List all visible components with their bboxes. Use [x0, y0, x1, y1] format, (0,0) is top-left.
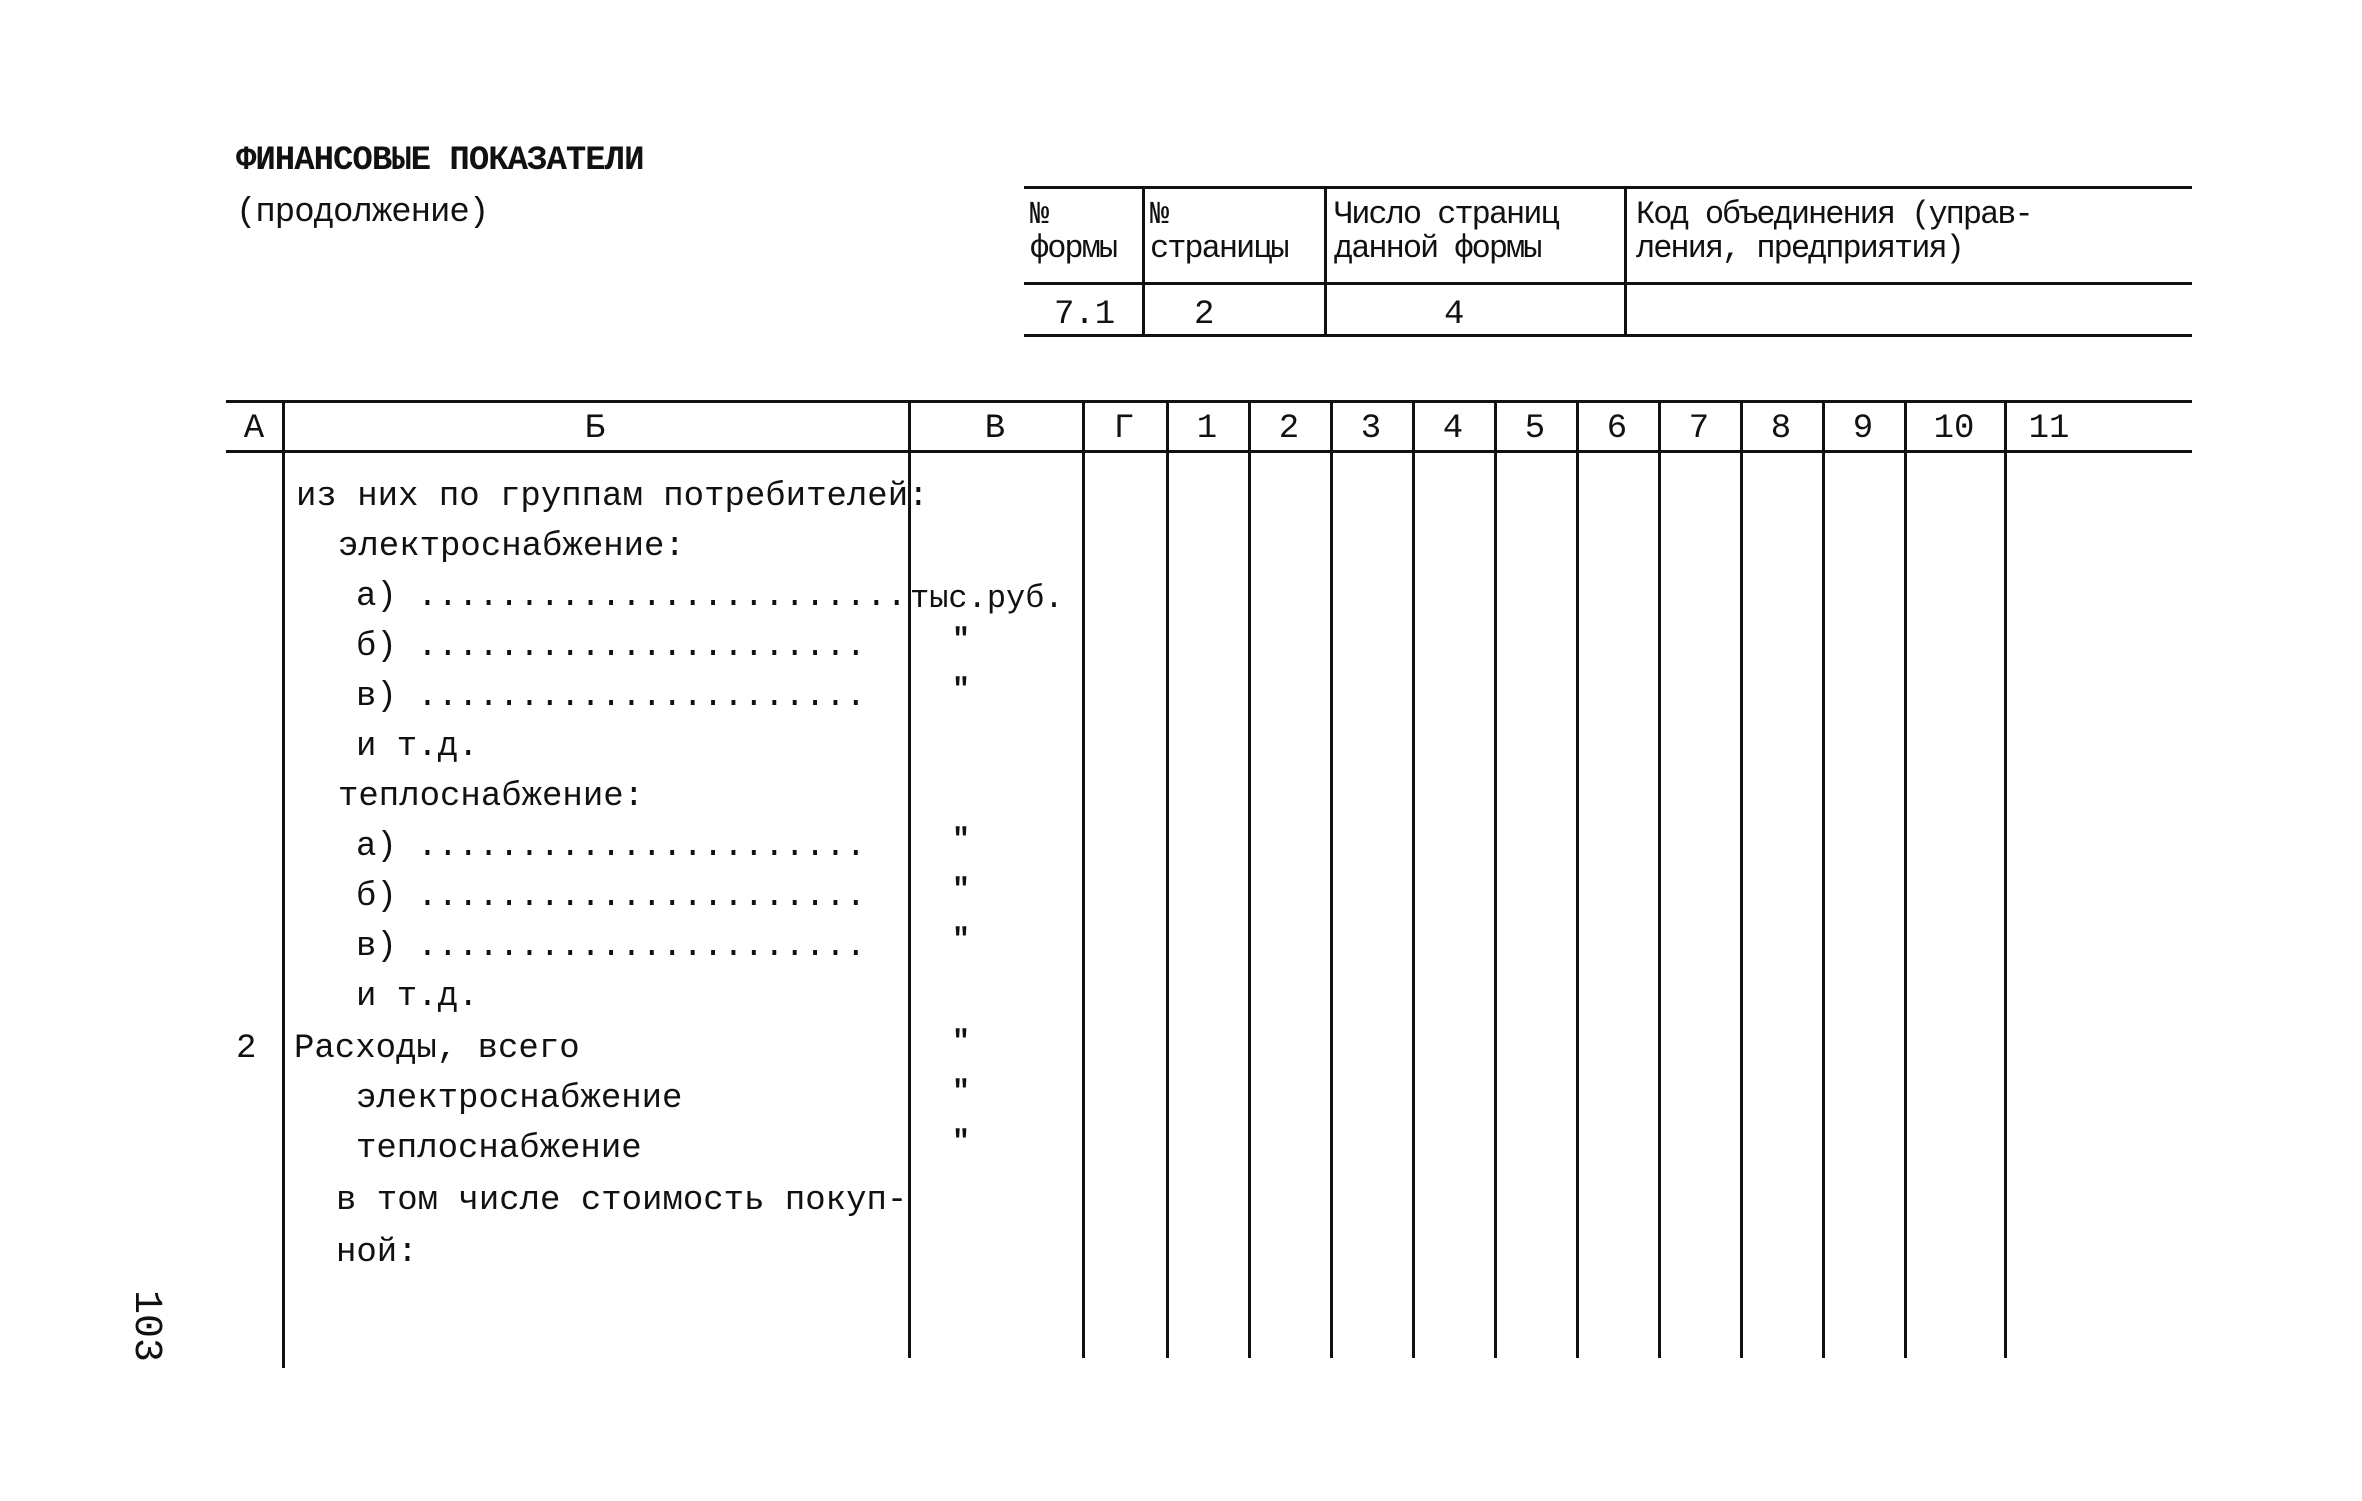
- page-title: ФИНАНСОВЫЕ ПОКАЗАТЕЛИ: [236, 142, 644, 180]
- info-top-rule: [1024, 186, 2192, 189]
- table-row: а) ........................: [356, 578, 907, 616]
- table-row: в) ......................: [356, 928, 867, 966]
- col-header-3: 3: [1360, 410, 1382, 448]
- info-header-page-count: Число страниц данной формы: [1334, 196, 1558, 267]
- table-row: и т.д.: [356, 728, 479, 766]
- row-unit-ditto: ": [952, 824, 971, 858]
- col-line: [1082, 400, 1085, 1358]
- info-header-org-code: Код объединения (управ- ления, предприятия): [1636, 196, 2032, 267]
- table-header-rule: [226, 450, 2192, 453]
- col-line: [1822, 400, 1825, 1358]
- form-number-value: 7.1: [1054, 296, 1116, 334]
- col-line: [2004, 400, 2007, 1358]
- row-unit-ditto: ": [952, 1026, 971, 1060]
- row-unit: тыс.руб.: [910, 580, 1064, 617]
- col-header-b: Б: [584, 410, 606, 448]
- row-unit-ditto: ": [952, 1076, 971, 1110]
- table-top-rule: [226, 400, 2192, 403]
- page-number-value: 2: [1194, 296, 1215, 334]
- info-bottom-rule: [1024, 334, 2192, 337]
- col-header-a: А: [243, 410, 265, 448]
- col-line: [282, 400, 285, 1368]
- table-row: в) ......................: [356, 678, 867, 716]
- col-line: [1412, 400, 1415, 1358]
- col-line: [908, 400, 911, 1358]
- table-row: Расходы, всего: [294, 1030, 580, 1068]
- table-row: теплоснабжение: [356, 1130, 642, 1168]
- row-unit-ditto: ": [952, 874, 971, 908]
- col-header-10: 10: [1933, 410, 1975, 448]
- col-line: [1576, 400, 1579, 1358]
- col-line: [1740, 400, 1743, 1358]
- col-header-g: Г: [1113, 410, 1135, 448]
- row-unit-ditto: ": [952, 924, 971, 958]
- row-unit-ditto: ": [952, 1126, 971, 1160]
- col-line: [1166, 400, 1169, 1358]
- col-header-2: 2: [1278, 410, 1300, 448]
- col-header-4: 4: [1442, 410, 1464, 448]
- col-line: [1330, 400, 1333, 1358]
- table-row: б) ......................: [356, 628, 867, 666]
- table-row: в том числе стоимость покуп-: [336, 1182, 908, 1220]
- table-row: а) ......................: [356, 828, 867, 866]
- table-row: ной:: [336, 1234, 418, 1272]
- form-info-table: [1024, 186, 2192, 336]
- table-row: из них по группам потребителей:: [296, 478, 929, 516]
- col-header-7: 7: [1688, 410, 1710, 448]
- col-header-5: 5: [1524, 410, 1546, 448]
- row-unit-ditto: ": [952, 624, 971, 658]
- row-number: 2: [236, 1030, 257, 1068]
- page-number: 103: [123, 1290, 168, 1363]
- col-header-1: 1: [1196, 410, 1218, 448]
- table-row: электроснабжение:: [338, 528, 685, 566]
- col-line: [1494, 400, 1497, 1358]
- info-header-page-no: № страницы: [1150, 196, 1288, 267]
- info-mid-rule: [1024, 282, 2192, 285]
- table-row: теплоснабжение:: [338, 778, 645, 816]
- col-header-11: 11: [2028, 410, 2070, 448]
- info-col-divider: [1142, 186, 1145, 336]
- col-line: [1658, 400, 1661, 1358]
- col-header-v: В: [984, 410, 1006, 448]
- table-row: б) ......................: [356, 878, 867, 916]
- page-subtitle: (продолжение): [236, 194, 489, 232]
- col-header-8: 8: [1770, 410, 1792, 448]
- col-line: [1248, 400, 1251, 1358]
- info-header-form-no: № формы: [1030, 196, 1117, 267]
- info-col-divider: [1624, 186, 1627, 336]
- page-count-value: 4: [1444, 296, 1465, 334]
- info-col-divider: [1324, 186, 1327, 336]
- col-line: [1904, 400, 1907, 1358]
- table-row: электроснабжение: [356, 1080, 683, 1118]
- col-header-9: 9: [1852, 410, 1874, 448]
- table-row: и т.д.: [356, 978, 479, 1016]
- row-unit-ditto: ": [952, 674, 971, 708]
- col-header-6: 6: [1606, 410, 1628, 448]
